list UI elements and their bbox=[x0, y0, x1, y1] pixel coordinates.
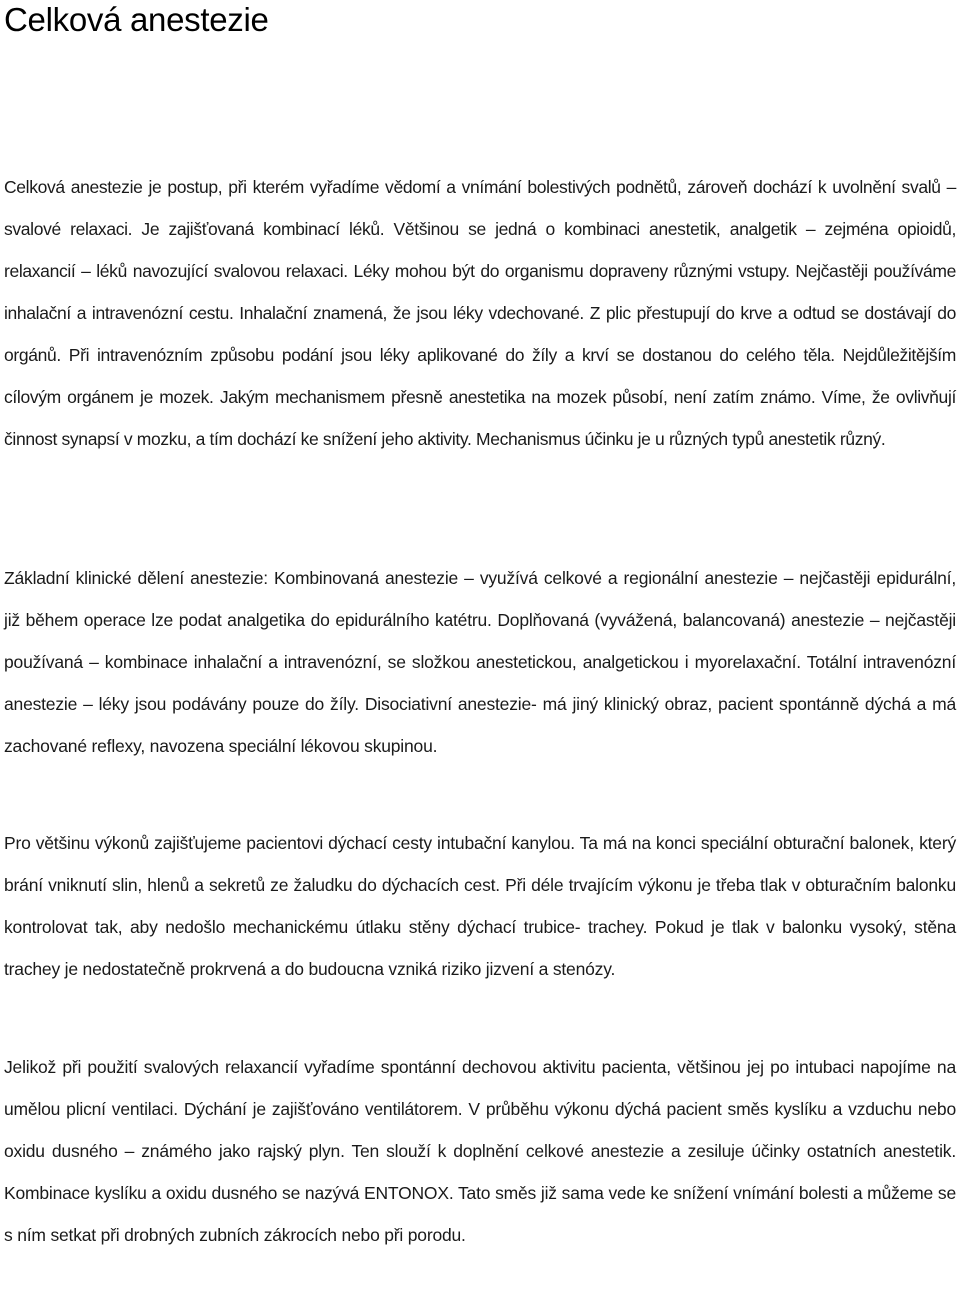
paragraph-airway-intubation: Pro většinu výkonů zajišťujeme pacientovi dýchací cesty intubační kanylou. Ta má na konci speciální obturační balonek, který brání vniknutí slin, hlenů a sekretů ze žaludku do dýchacích cest. Při déle trvajícím výkonu je třeba tlak v obturačním balonku kontrolovat tak, aby nedošlo mechanickému útlaku stěny dýchací trubice- trachey. Pokud je tlak v balonku vysoký, stěna trachey je nedostatečně prokrvená a do budoucna vzniká riziko jizvení a stenózy. bbox=[4, 833, 956, 979]
paragraph-ventilation: Jelikož při použití svalových relaxancií vyřadíme spontánní dechovou aktivitu pacienta, většinou jej po intubaci napojíme na umělou plicní ventilaci. Dýchání je zajišťováno ventilátorem. V průběhu výkonu dýchá pacient směs kyslíku a vzduchu nebo oxidu dusného – známého jako rajský plyn. Ten slouží k doplnění celkové anestezie a zesiluje účinky ostatních anestetik. Kombinace kyslíku a oxidu dusného se nazývá ENTONOX. Tato směs již sama vede ke snížení vnímání bolesti a můžeme se s ním setkat při drobných zubních zákrocích nebo při porodu. bbox=[4, 1057, 956, 1245]
paragraph-general-anesthesia: Celková anestezie je postup, při kterém vyřadíme vědomí a vnímání bolestivých podnětů, zároveň dochází k uvolnění svalů – svalové relaxaci. Je zajišťovaná kombinací léků. Většinou se jedná o kombinaci anestetik, analgetik – zejména opioidů, relaxancií – léků navozující svalovou relaxaci. Léky mohou být do organismu dopraveny různými vstupy. Nejčastěji používáme inhalační a intravenózní cestu. Inhalační znamená, že jsou léky vdechované. Z plic přestupují do krve a odtud se dostávají do orgánů. Při intravenózním způsobu podání jsou léky aplikované do žíly a krví se dostanou do celého těla. Nejdůležitějším cílovým orgánem je mozek. Jakým mechanismem přesně anestetika na mozek působí, není zatím známo. Víme, že ovlivňují činnost synapsí v mozku, a tím dochází ke snížení jeho aktivity. Mechanismus účinku je u různých typů anestetik různý. bbox=[4, 177, 956, 449]
page-title: Celková anestezie bbox=[4, 1, 269, 38]
paragraph-clinical-classification: Základní klinické dělení anestezie: Kombinovaná anestezie – využívá celkové a regionální anestezie – nejčastěji epidurální, již během operace lze podat analgetika do epidurálního katétru. Doplňovaná (vyvážená, balancovaná) anestezie – nejčastěji používaná – kombinace inhalační a intravenózní, se složkou anestetickou, analgetickou i myorelaxační. Totální intravenózní anestezie – léky jsou podávány pouze do žíly. Disociativní anestezie- má jiný klinický obraz, pacient spontánně dýchá a má zachované reflexy, navozena speciální lékovou skupinou. bbox=[4, 568, 956, 756]
